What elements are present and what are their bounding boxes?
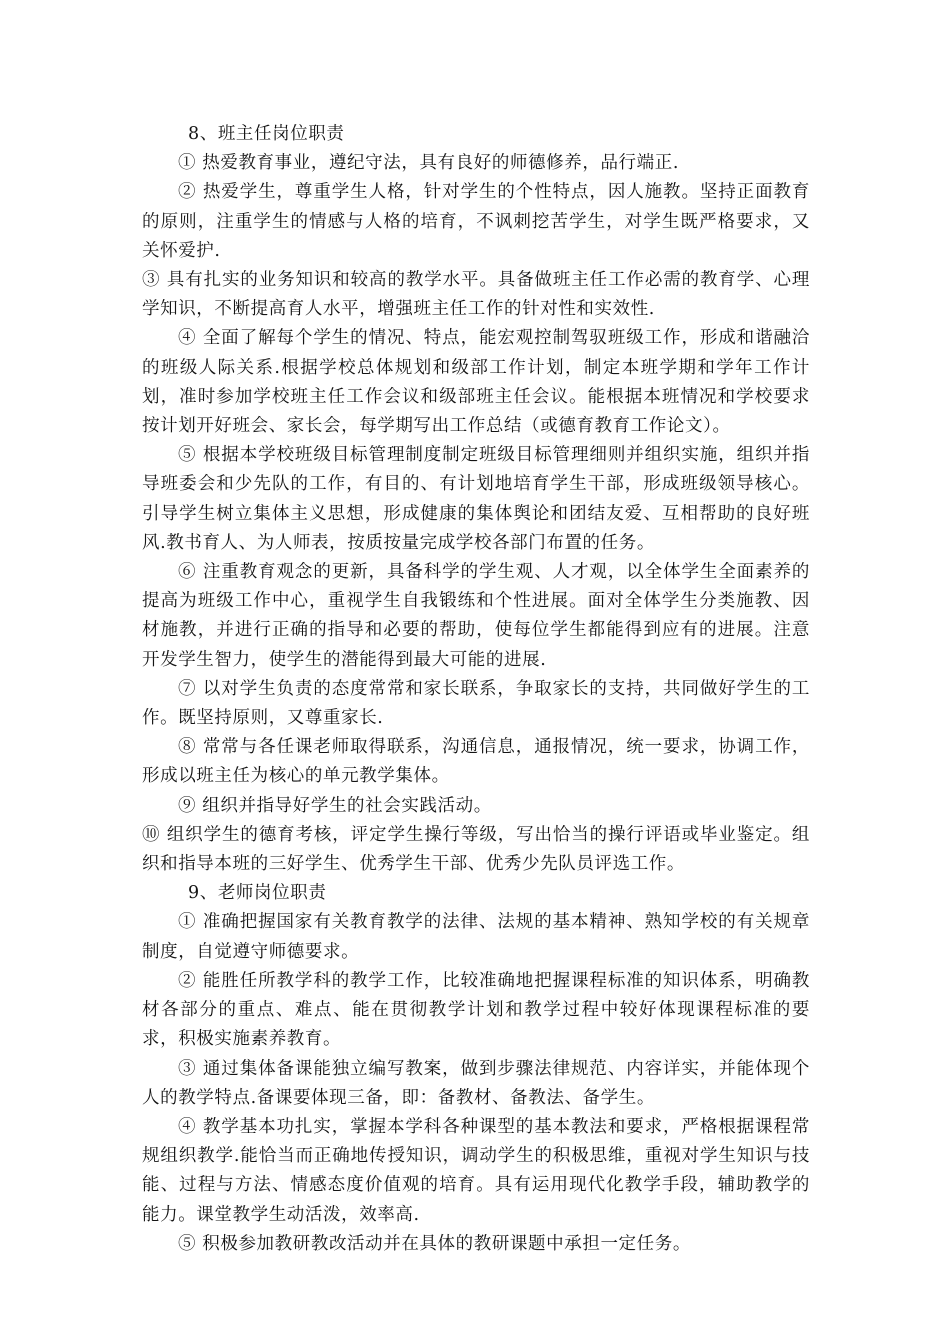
section-8-item-8: ⑧ 常常与各任课老师取得联系，沟通信息，通报情况，统一要求，协调工作，形成以班主任为核心的单元教学集体。 — [142, 737, 810, 787]
section-8-item-5: ⑤ 根据本学校班级目标管理制度制定班级目标管理细则并组织实施，组织并指导班委会和少先队的工作，有目的、有计划地培育学生干部，形成班级领导核心。引导学生树立集体主义思想，形成健康的集体舆论和团结友爱、互相帮助的良好班风.教书育人、为人师表，按质按量完成学校各部门布置的任务。 — [142, 445, 810, 553]
section-8-item-1: ① 热爱教育事业，遵纪守法，具有良好的师德修养，品行端正. — [178, 153, 680, 174]
section-9-item-5: ⑤ 积极参加教研教改活动并在具体的教研课题中承担一定任务。 — [178, 1233, 691, 1254]
section-8-heading: 8、班主任岗位职责 — [188, 124, 345, 144]
section-9-item-1: ① 准确把握国家有关教育教学的法律、法规的基本精神、熟知学校的有关规章制度，自觉遵守师德要求。 — [142, 912, 810, 962]
section-8-item-2: ② 热爱学生，尊重学生人格，针对学生的个性特点，因人施教。坚持正面教育的原则，注重学生的情感与人格的培育，不讽刺挖苦学生，对学生既严格要求，又关怀爱护. — [142, 182, 810, 261]
section-9-item-2: ② 能胜任所教学科的教学工作，比较准确地把握课程标准的知识体系，明确教材各部分的重点、难点、能在贯彻教学计划和教学过程中较好体现课程标准的要求，积极实施素养教育。 — [142, 970, 810, 1050]
section-8-item-3: ③ 具有扎实的业务知识和较高的教学水平。具备做班主任工作必需的教育学、心理学知识，不断提高育人水平，增强班主任工作的针对性和实效性. — [142, 270, 810, 320]
section-8-item-9: ⑨ 组织并指导好学生的社会实践活动。 — [178, 795, 492, 816]
section-9-item-3: ③ 通过集体备课能独立编写教案，做到步骤法律规范、内容详实，并能体现个人的教学特点.备课要体现三备，即：备教材、备教法、备学生。 — [142, 1058, 810, 1108]
section-9-item-4: ④ 教学基本功扎实，掌握本学科各种课型的基本教法和要求，严格根据课程常规组织教学.能恰当而正确地传授知识，调动学生的积极思维，重视对学生知识与技能、过程与方法、情感态度价值观的培育。具有运用现代化教学手段，辅助教学的能力。课堂教学生动活泼，效率高. — [142, 1116, 810, 1225]
section-8-item-4: ④ 全面了解每个学生的情况、特点，能宏观控制驾驭班级工作，形成和谐融洽的班级人际关系.根据学校总体规划和级部工作计划，制定本班学期和学年工作计划，准时参加学校班主任工作会议和级部班主任会议。能根据本班情况和学校要求按计划开好班会、家长会，每学期写出工作总结（或德育教育工作论文）。 — [142, 328, 810, 437]
document-body — [142, 120, 810, 1259]
section-8-item-10: ⑩ 组织学生的德育考核，评定学生操行等级，写出恰当的操行评语或毕业鉴定。组织和指导本班的三好学生、优秀学生干部、优秀少先队员评选工作。 — [142, 824, 810, 875]
section-8-item-6: ⑥ 注重教育观念的更新，具备科学的学生观、人才观，以全体学生全面素养的提高为班级工作中心，重视学生自我锻练和个性进展。面对全体学生分类施教、因材施教，并进行正确的指导和必要的帮助，使每位学生都能得到应有的进展。注意开发学生智力，使学生的潜能得到最大可能的进展. — [142, 562, 810, 670]
section-8-item-7: ⑦ 以对学生负责的态度常常和家长联系，争取家长的支持，共同做好学生的工作。既坚持原则，又尊重家长. — [142, 678, 810, 729]
section-9-heading: 9、老师岗位职责 — [188, 883, 327, 904]
